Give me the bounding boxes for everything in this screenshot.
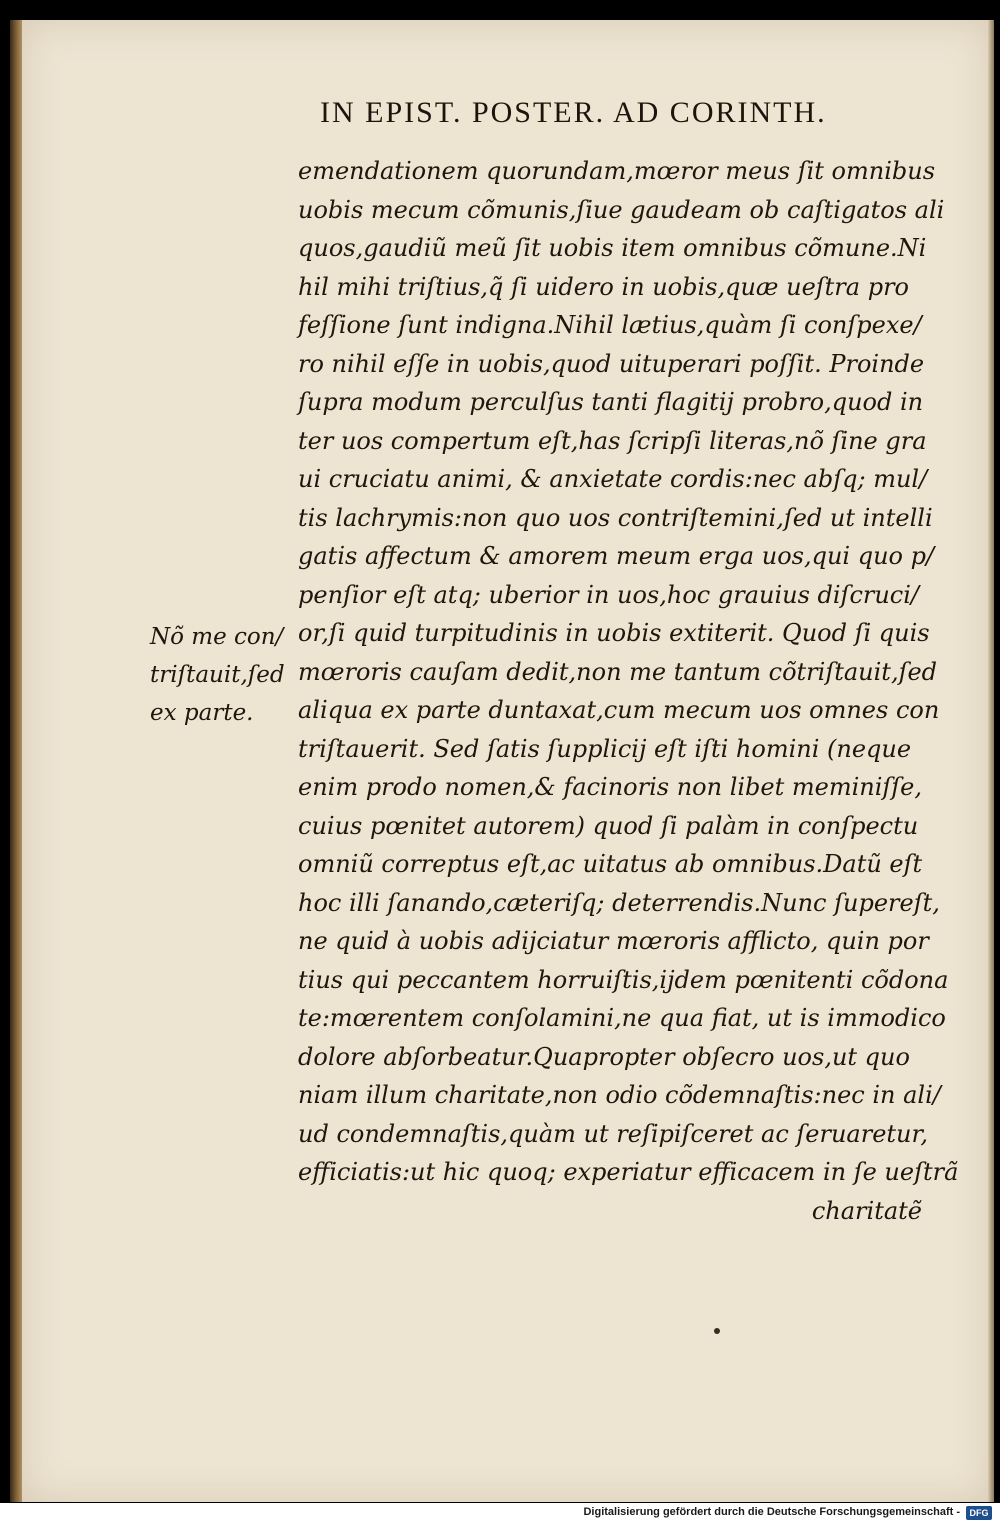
- text-line: emendationem quorundam,mœror meus ſit omnibus: [298, 157, 936, 185]
- marginal-note-line: triſtauit,ſed: [150, 662, 285, 688]
- text-line: feſſione ſunt indigna.Nihil lætius,quàm ſi conſpexe/: [298, 311, 922, 339]
- text-line: quos,gaudiũ meũ ſit uobis item omnibus cõmune.Ni: [298, 234, 927, 262]
- text-line: niam illum charitate,non odio cõdemnaſtis:nec in ali/: [298, 1081, 941, 1109]
- text-line: tis lachrymis:non quo uos contriſtemini,ſed ut intelli: [298, 503, 933, 532]
- text-line: enim prodo nomen,& facinoris non libet meminiſſe,: [298, 773, 923, 801]
- text-line: ne quid à uobis adijciatur mœroris afflicto, quin por: [298, 927, 929, 955]
- page-edge: [988, 20, 994, 1502]
- text-line: ro nihil eſſe in uobis,quod uituperari poſſit. Proinde: [298, 349, 925, 378]
- funding-credit: Digitalisierung gefördert durch die Deutsche Forschungsgemeinschaft -: [583, 1506, 960, 1518]
- text-line: uobis mecum cõmunis,ſiue gaudeam ob caſtigatos ali: [298, 195, 945, 224]
- text-line: omniũ correptus eſt,ac uitatus ab omnibus.Datũ eſt: [298, 850, 923, 878]
- body-text-block: [298, 152, 959, 1230]
- catchword: charitatẽ: [811, 1196, 922, 1225]
- text-line: tius qui peccantem horruiſtis,ijdem pœnitenti cõdona: [298, 965, 949, 994]
- text-line: ui cruciatu animi, & anxietate cordis:nec abſq; mul/: [298, 465, 928, 493]
- dfg-logo-icon: DFG: [966, 1506, 992, 1520]
- ink-speck: [714, 1328, 720, 1334]
- marginal-note-line: Nõ me con/: [150, 624, 284, 650]
- text-line: ud condemnaſtis,quàm ut reſipiſceret ac ſeruaretur,: [298, 1119, 928, 1148]
- text-line: ter uos compertum eſt,has ſcripſi literas,nõ ſine gra: [298, 426, 927, 455]
- marginal-note-line: ex parte.: [150, 700, 254, 726]
- text-line: aliqua ex parte duntaxat,cum mecum uos omnes con: [298, 696, 940, 724]
- text-line: dolore abſorbeatur.Quapropter obſecro uos,ut quo: [298, 1042, 910, 1071]
- text-line: mœroris cauſam dedit,non me tantum cõtriſtauit,ſed: [298, 657, 938, 686]
- text-line: or,ſi quid turpitudinis in uobis extiterit. Quod ſi quis: [298, 619, 930, 647]
- text-line: te:mœrentem conſolamini,ne qua fiat, ut is immodico: [298, 1004, 946, 1032]
- running-head: IN EPIST. POSTER. AD CORINTH.: [320, 96, 827, 129]
- text-line: hil mihi triſtius,q̃ ſi uidero in uobis,quæ ueſtra pro: [298, 272, 910, 301]
- text-line: gatis affectum & amorem meum erga uos,qui quo p/: [298, 542, 935, 570]
- text-line: hoc illi ſanando,cæteriſq; deterrendis.Nunc ſupereſt,: [298, 888, 940, 917]
- text-line: cuius pœnitet autorem) quod ſi palàm in conſpectu: [298, 811, 919, 840]
- marginal-note: [150, 618, 298, 732]
- text-line: triſtauerit. Sed ſatis ſupplicij eſt iſti homini (neque: [298, 734, 912, 763]
- text-line: efficiatis:ut hic quoq; experiatur efficacem in ſe ueſtrã: [298, 1158, 959, 1186]
- text-line: penſior eſt atq; uberior in uos,hoc grauius diſcruci/: [298, 580, 920, 609]
- text-line: ſupra modum perculſus tanti flagitij probro,quod in: [298, 388, 924, 416]
